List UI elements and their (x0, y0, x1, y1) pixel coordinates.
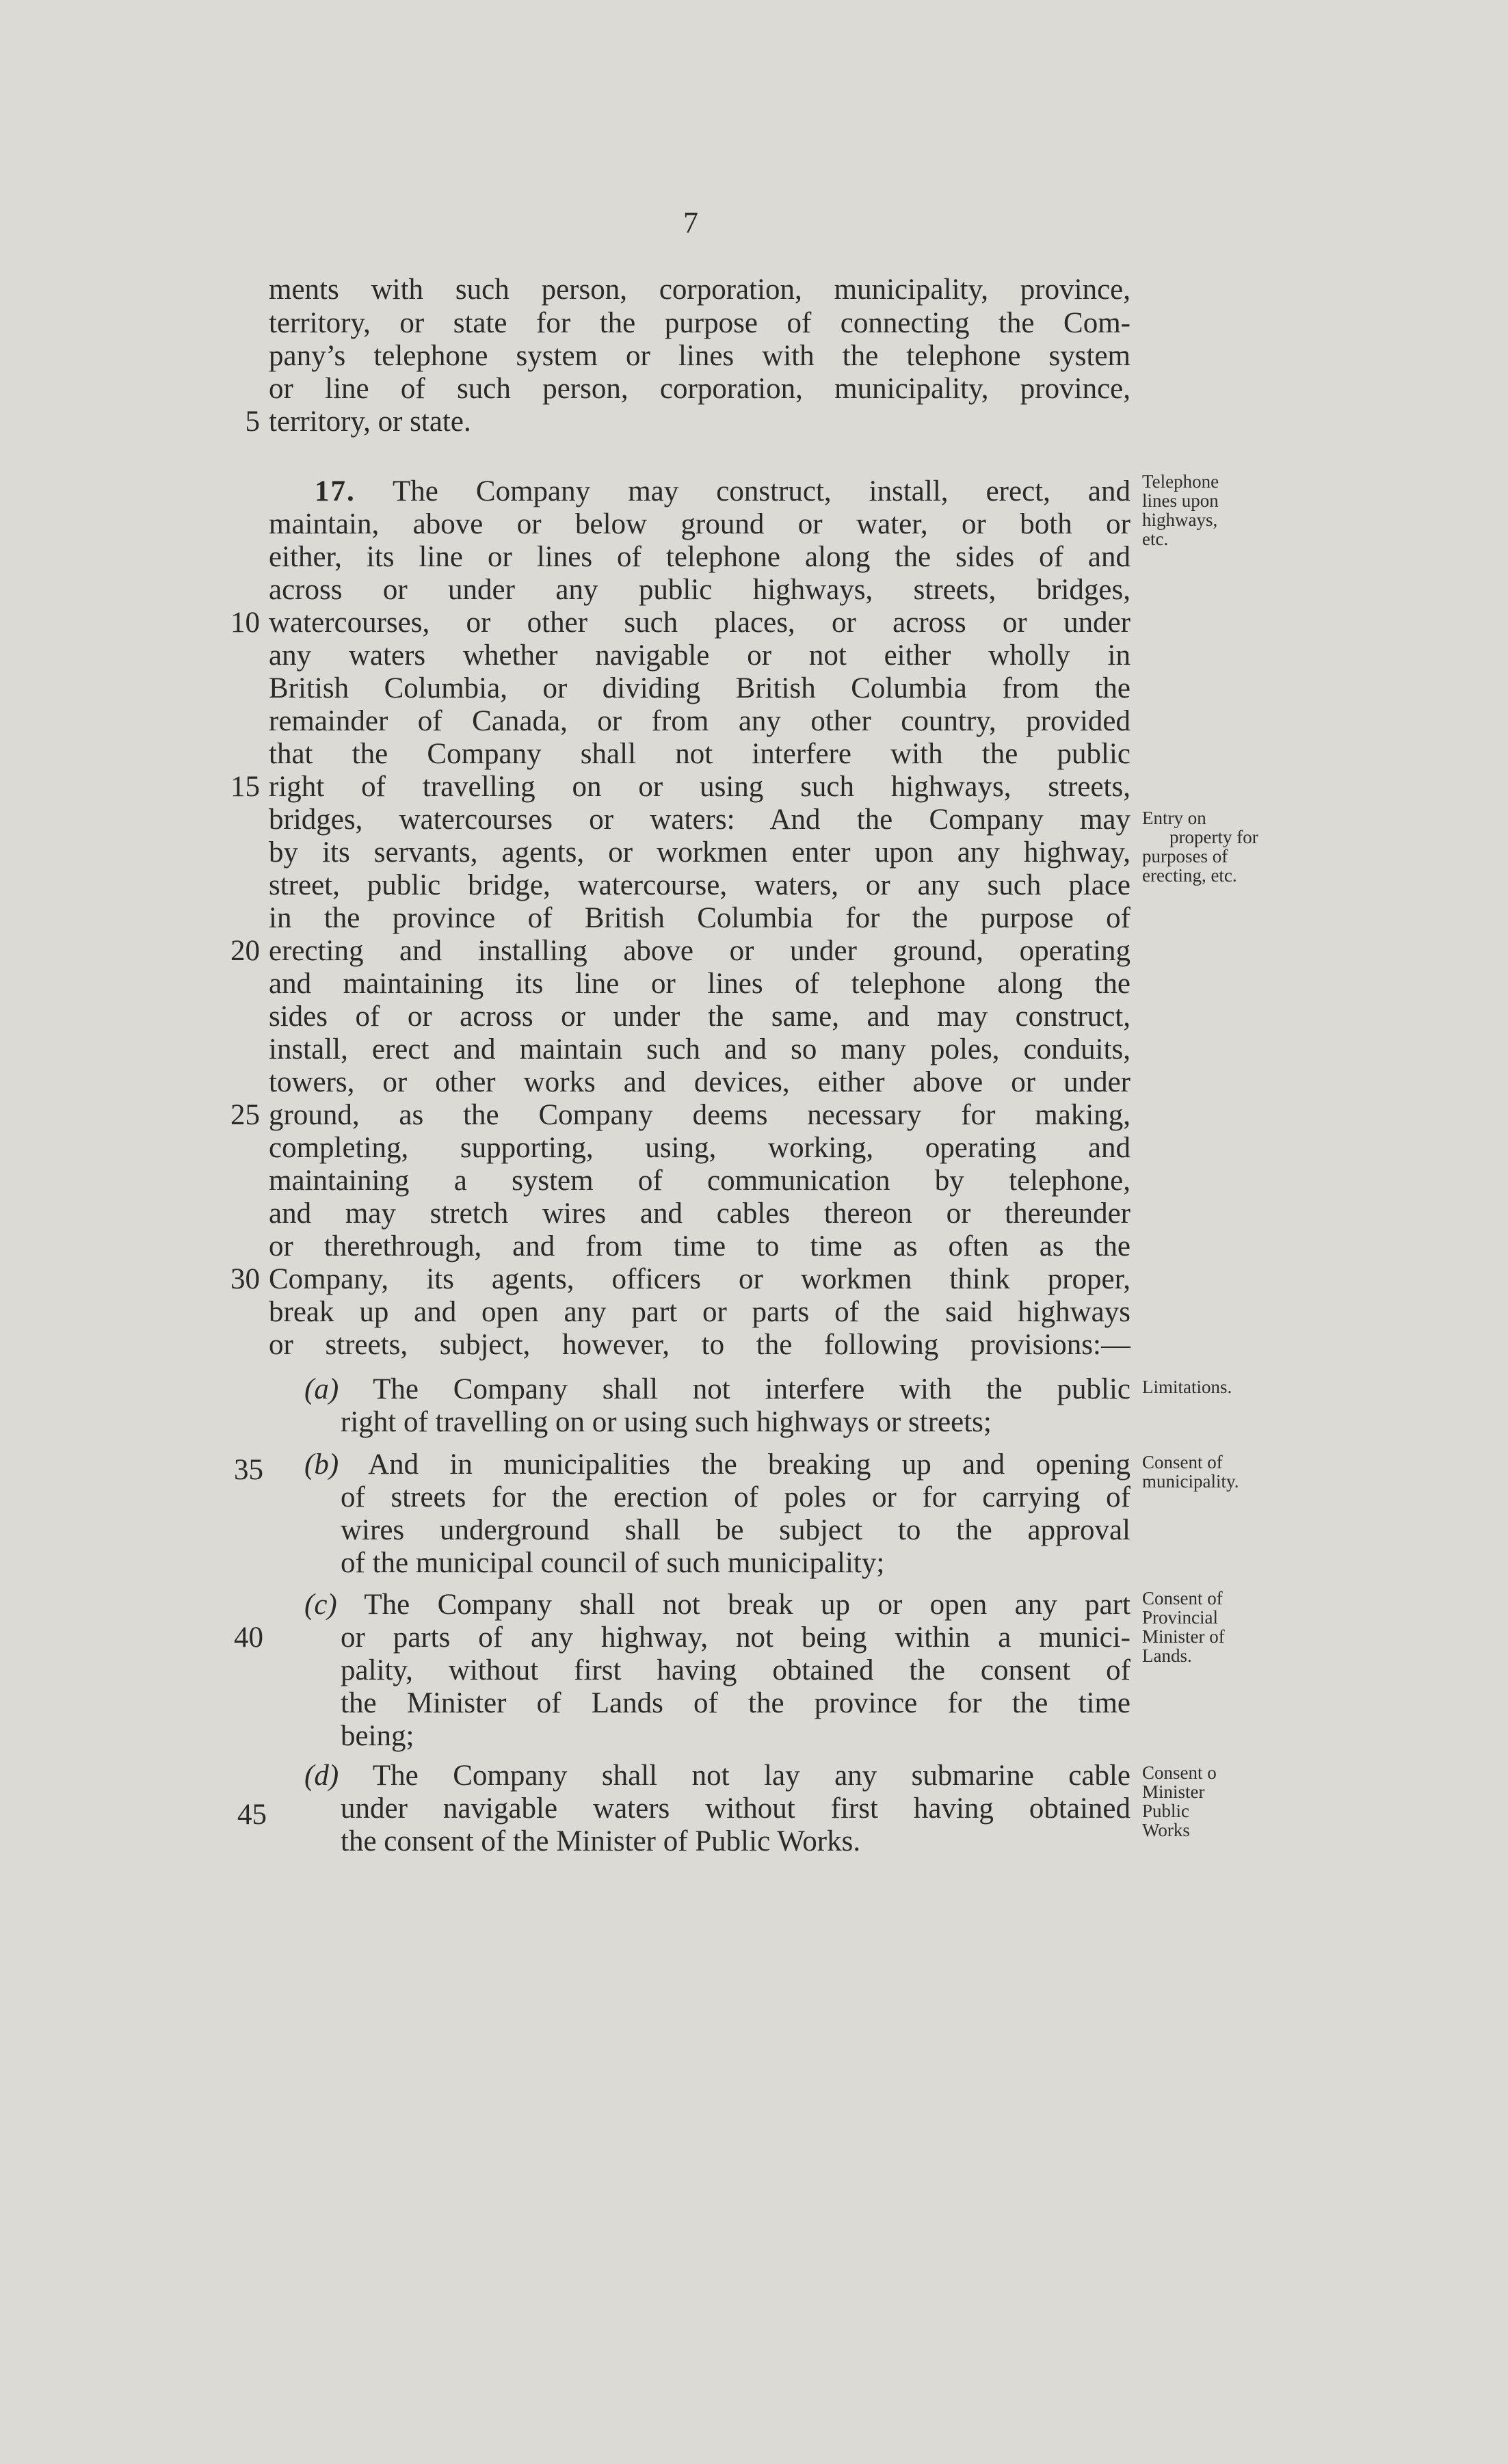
page-number: 7 (683, 206, 698, 239)
marginal-note-consent-provincial: Consent of Provincial Minister of Lands. (1142, 1588, 1225, 1666)
line-number: 35 (234, 1454, 263, 1486)
text-line: or streets, subject, however, to the following provisions:— (269, 1329, 1130, 1361)
text-line: right of travelling on or using such highways, streets, (269, 771, 1130, 803)
marginal-note-consent-public-works: Consent o Minister Public Works (1142, 1762, 1217, 1840)
text-line: towers, or other works and devices, either above or under (269, 1066, 1130, 1098)
text-line: by its servants, agents, or workmen enter upon any highway, (269, 836, 1130, 869)
text-line: street, public bridge, watercourse, waters, or any such place (269, 869, 1130, 901)
section-first-line: 17. The Company may construct, install, erect, and (315, 475, 1130, 507)
provision-b: (b) And in municipalities the breaking up and opening (304, 1448, 1130, 1481)
line-number: 40 (234, 1621, 263, 1654)
provision-label: (a) (304, 1373, 339, 1405)
provision-a: (a) The Company shall not interfere with the public (304, 1373, 1130, 1405)
marginal-note-entry-on-property: Entry on property for purposes of erecting, etc. (1142, 808, 1258, 886)
section-number: 17. (315, 475, 356, 507)
text-line: wires underground shall be subject to the approval (341, 1514, 1130, 1546)
provision-label: (c) (304, 1589, 337, 1621)
text-line: completing, supporting, using, working, operating and (269, 1132, 1130, 1164)
text-line: remainder of Canada, or from any other country, provided (269, 705, 1130, 737)
text-line: or therethrough, and from time to time as often as the (269, 1230, 1130, 1262)
text-line: that the Company shall not interfere with the public (269, 738, 1130, 770)
text-line: watercourses, or other such places, or across or under (269, 607, 1130, 639)
text-line: pany’s telephone system or lines with the telephone system (269, 340, 1130, 372)
marginal-note-consent-municipality: Consent of municipality. (1142, 1452, 1239, 1492)
text-line: install, erect and maintain such and so many poles, conduits, (269, 1033, 1130, 1065)
text-line: British Columbia, or dividing British Columbia from the (269, 672, 1130, 704)
text-line: maintaining a system of communication by telephone, (269, 1165, 1130, 1197)
text-line: being; (341, 1720, 414, 1752)
marginal-note-telephone-lines: Telephone lines upon highways, etc. (1142, 471, 1219, 549)
text-line: erecting and installing above or under ground, operating (269, 935, 1130, 967)
text-line: break up and open any part or parts of the said highways (269, 1296, 1130, 1328)
text-line: of the municipal council of such municipality; (341, 1547, 885, 1579)
text-line: pality, without first having obtained the consent of (341, 1654, 1130, 1686)
marginal-note-limitations: Limitations. (1142, 1377, 1232, 1397)
text-line: ments with such person, corporation, municipality, province, (269, 274, 1130, 306)
text-line: Company, its agents, officers or workmen think proper, (269, 1263, 1130, 1295)
line-number: 20 (230, 935, 260, 967)
text-line: or parts of any highway, not being within a munici- (341, 1621, 1130, 1654)
text-line: the Minister of Lands of the province for the time (341, 1687, 1130, 1719)
provision-d: (d) The Company shall not lay any submarine cable (304, 1760, 1130, 1792)
text-line: of streets for the erection of poles or for carrying of (341, 1481, 1130, 1513)
text-line: in the province of British Columbia for the purpose of (269, 902, 1130, 934)
text-line: territory, or state for the purpose of connecting the Com- (269, 307, 1130, 339)
text-line: and may stretch wires and cables thereon or thereunder (269, 1197, 1130, 1230)
line-number: 45 (237, 1799, 267, 1831)
line-number: 15 (230, 771, 260, 803)
line-number: 5 (245, 406, 260, 438)
text-line: right of travelling on or using such highways or streets; (341, 1406, 992, 1438)
line-number: 10 (230, 607, 260, 639)
provision-c: (c) The Company shall not break up or open any part (304, 1589, 1130, 1621)
provision-label: (d) (304, 1760, 339, 1792)
text-line: across or under any public highways, streets, bridges, (269, 574, 1130, 606)
text-line: under navigable waters without first having obtained (341, 1792, 1130, 1825)
text-line: the consent of the Minister of Public Works. (341, 1825, 861, 1857)
text-line: and maintaining its line or lines of telephone along the (269, 968, 1130, 1000)
text-line: maintain, above or below ground or water, or both or (269, 508, 1130, 540)
text-line: either, its line or lines of telephone along the sides of and (269, 541, 1130, 573)
text-line: any waters whether navigable or not either wholly in (269, 639, 1130, 672)
line-number: 30 (230, 1263, 260, 1295)
provision-label: (b) (304, 1448, 339, 1481)
text-line: ground, as the Company deems necessary for making, (269, 1099, 1130, 1131)
text-line: or line of such person, corporation, municipality, province, (269, 373, 1130, 405)
text-line: bridges, watercourses or waters: And the Company may (269, 804, 1130, 836)
text-line: sides of or across or under the same, and may construct, (269, 1001, 1130, 1033)
line-number: 25 (230, 1099, 260, 1131)
text-line: territory, or state. (269, 406, 471, 438)
